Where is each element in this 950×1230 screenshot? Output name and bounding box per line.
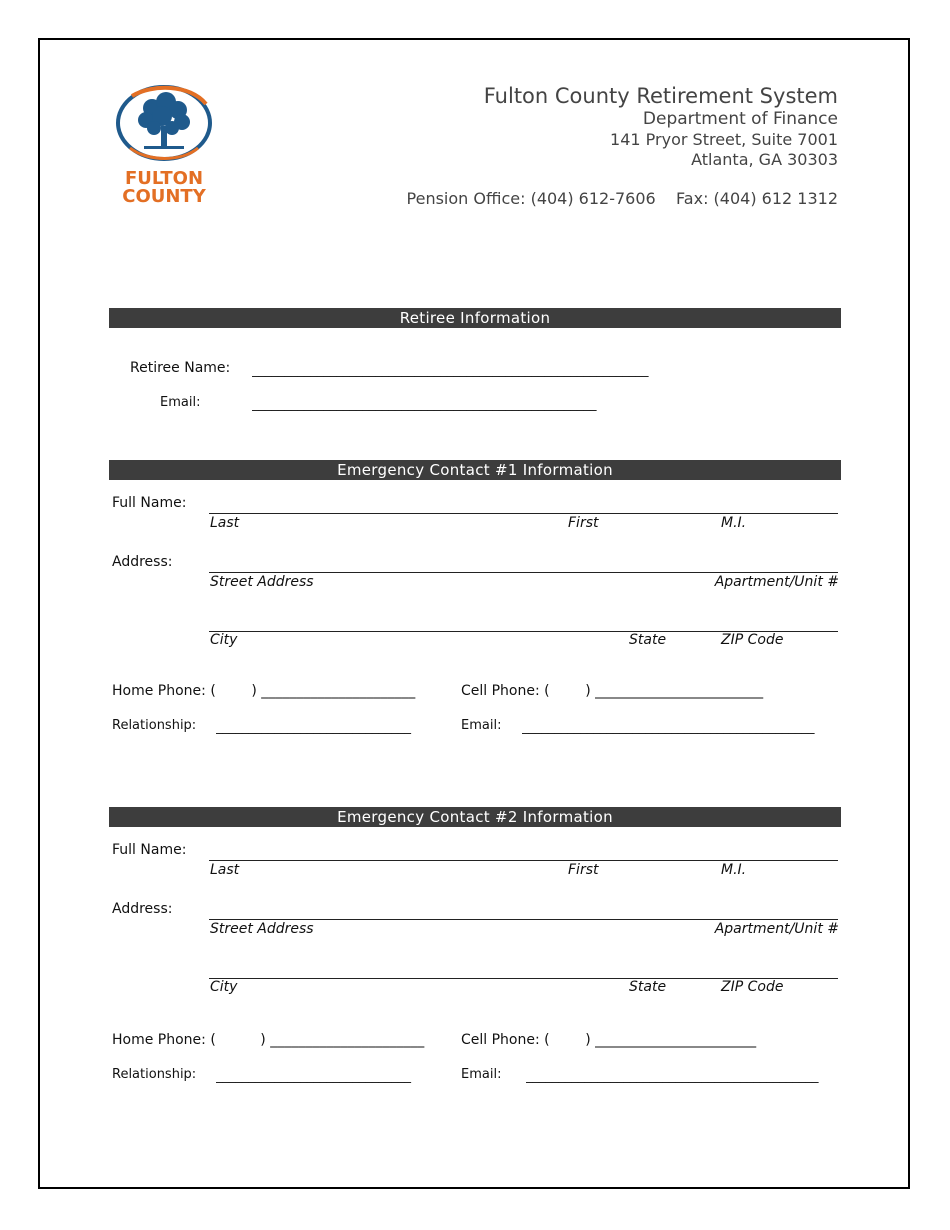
logo-text-fulton: FULTON	[124, 168, 204, 189]
contact1-section-header: Emergency Contact #1 Information	[109, 460, 841, 480]
contact2-first-caption: First	[568, 862, 599, 878]
contact1-email-field[interactable]: _____________________________________________	[522, 720, 815, 735]
contact1-first-caption: First	[568, 515, 599, 531]
contact2-relationship-label: Relationship:	[112, 1067, 197, 1082]
retiree-name-field[interactable]: _____________________________________________________________	[252, 363, 649, 378]
contact1-street-caption: Street Address	[210, 574, 314, 590]
contact2-street-field[interactable]	[209, 919, 838, 920]
retiree-section-header: Retiree Information	[109, 308, 841, 328]
contact1-zip-caption: ZIP Code	[721, 632, 784, 648]
contact1-email-label: Email:	[461, 718, 502, 733]
tree-emblem-icon	[112, 82, 216, 162]
dept-name: Department of Finance	[642, 109, 838, 129]
contact2-relationship-field[interactable]: ______________________________	[216, 1069, 411, 1084]
contact2-address-label: Address:	[112, 901, 173, 917]
contact1-name-field[interactable]	[209, 513, 838, 514]
contact1-cell-phone-field[interactable]: Cell Phone: ( ) ________________________	[461, 683, 764, 699]
address-line-1: 141 Pryor Street, Suite 7001	[610, 130, 838, 149]
address-line-2: Atlanta, GA 30303	[691, 150, 838, 169]
contact2-name-field[interactable]	[209, 860, 838, 861]
org-title: Fulton County Retirement System	[483, 84, 838, 108]
contact2-full-name-label: Full Name:	[112, 842, 187, 858]
contact2-section-header: Emergency Contact #2 Information	[109, 807, 841, 827]
contact1-relationship-label: Relationship:	[112, 718, 197, 733]
contact2-last-caption: Last	[210, 862, 240, 878]
contact1-state-caption: State	[629, 632, 667, 648]
contact2-home-phone-field[interactable]: Home Phone: ( ) ______________________	[112, 1032, 425, 1048]
retiree-email-label: Email:	[160, 395, 201, 410]
contact2-city-caption: City	[210, 979, 238, 995]
contact1-home-phone-field[interactable]: Home Phone: ( ) ______________________	[112, 683, 416, 699]
phone-fax-line: Pension Office: (404) 612-7606 Fax: (404) 612 1312	[406, 189, 838, 208]
page-border	[38, 38, 910, 1189]
contact2-email-field[interactable]: _____________________________________________	[526, 1069, 819, 1084]
logo-text-county: COUNTY	[122, 186, 206, 207]
contact2-email-label: Email:	[461, 1067, 502, 1082]
contact1-relationship-field[interactable]: ______________________________	[216, 720, 411, 735]
retiree-name-label: Retiree Name:	[130, 360, 231, 376]
contact1-city-caption: City	[210, 632, 238, 648]
fulton-county-logo	[112, 82, 216, 207]
contact2-mi-caption: M.I.	[721, 862, 747, 878]
contact2-apt-caption: Apartment/Unit #	[714, 921, 839, 937]
contact2-zip-caption: ZIP Code	[721, 979, 784, 995]
contact1-address-label: Address:	[112, 554, 173, 570]
contact1-apt-caption: Apartment/Unit #	[714, 574, 839, 590]
contact2-street-caption: Street Address	[210, 921, 314, 937]
retiree-email-field[interactable]: _____________________________________________________	[252, 397, 597, 412]
contact1-full-name-label: Full Name:	[112, 495, 187, 511]
contact1-last-caption: Last	[210, 515, 240, 531]
contact2-cell-phone-field[interactable]: Cell Phone: ( ) _______________________	[461, 1032, 757, 1048]
contact1-mi-caption: M.I.	[721, 515, 747, 531]
contact1-street-field[interactable]	[209, 572, 838, 573]
contact2-state-caption: State	[629, 979, 667, 995]
